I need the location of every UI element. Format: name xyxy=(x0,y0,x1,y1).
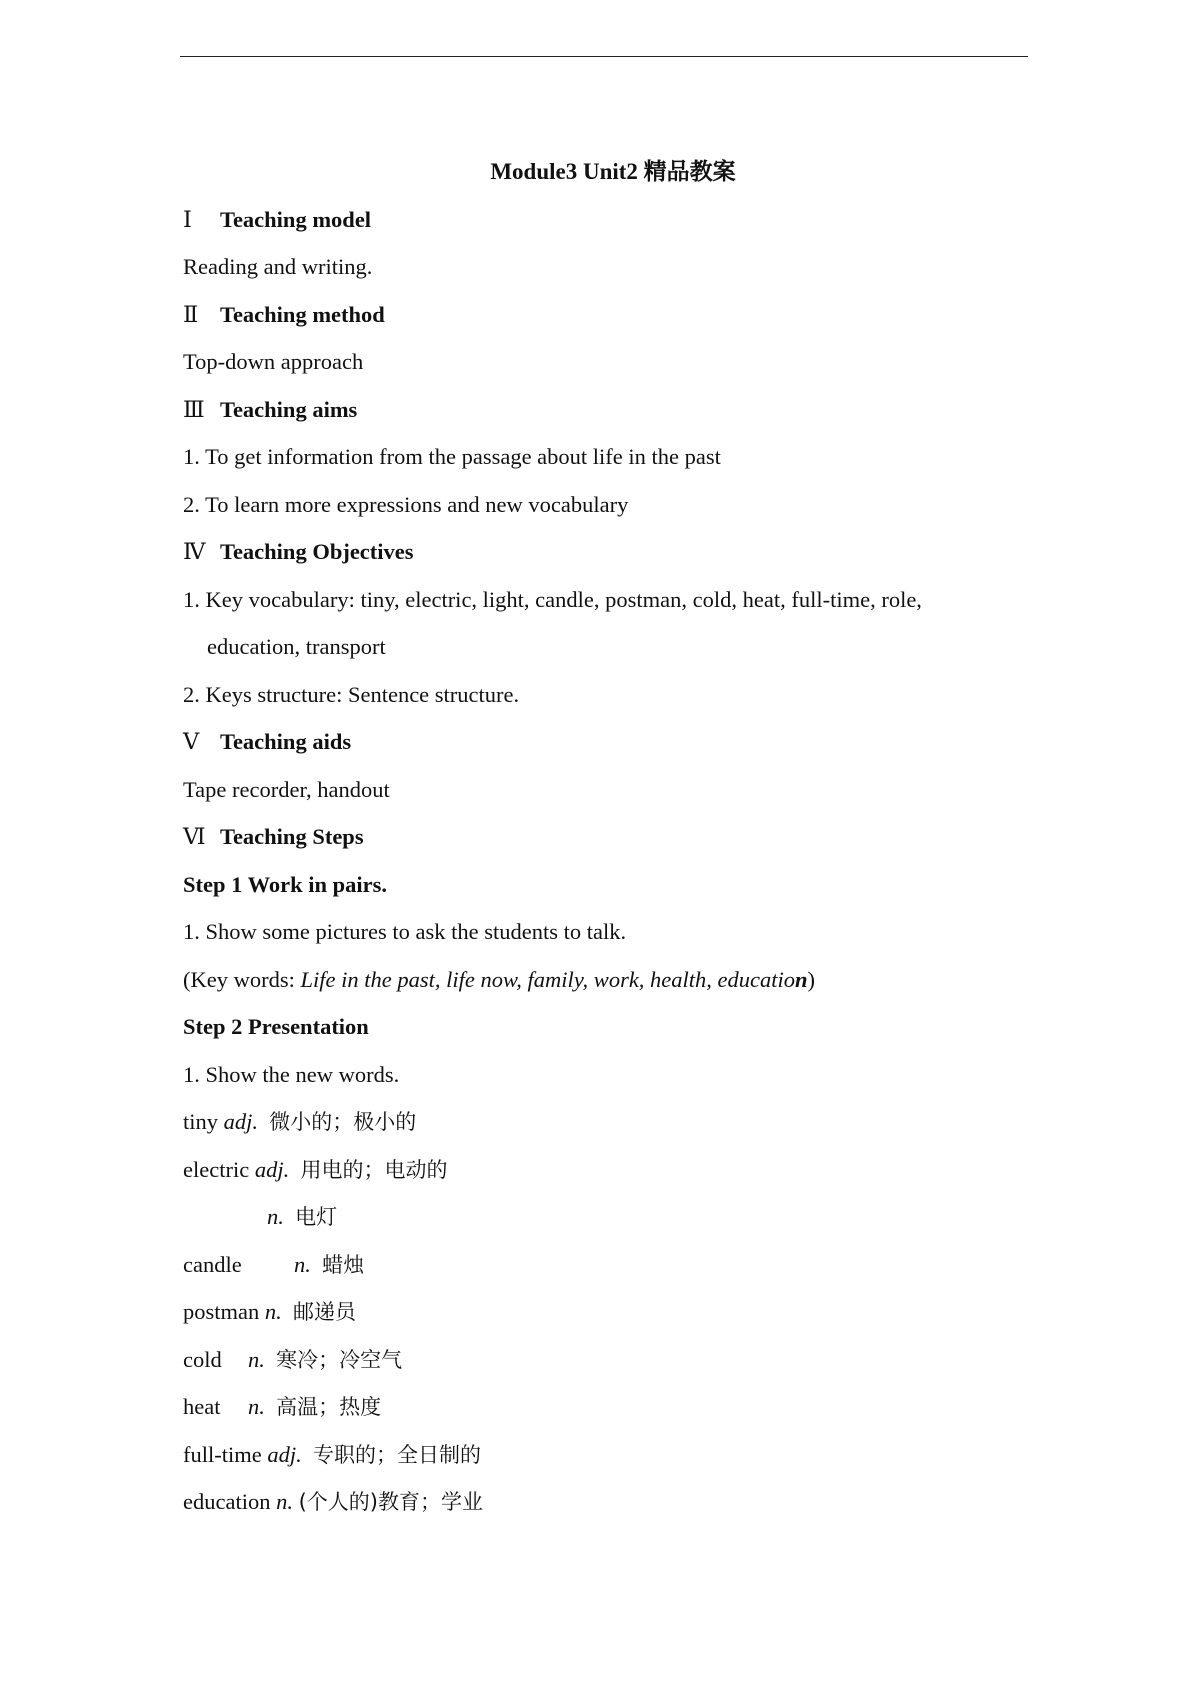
step-heading: Step 2 Presentation xyxy=(183,1014,369,1039)
vocab-meaning: 蜡烛 xyxy=(322,1252,365,1277)
vocab-entry xyxy=(183,1336,1003,1384)
vocab-meaning: 高温；热度 xyxy=(276,1395,382,1419)
section-body: 2. Keys structure: Sentence structure. xyxy=(183,681,520,707)
vocab-pos: n. xyxy=(264,1299,282,1324)
document-title: Module3 Unit2 精品教案 xyxy=(490,159,736,184)
section-heading xyxy=(183,718,1003,766)
section-heading-text: Teaching aims xyxy=(220,396,358,422)
section-numeral: Ⅲ xyxy=(183,396,205,422)
section-numeral: Ⅴ xyxy=(183,729,200,754)
vocab-meaning: (个人的)教育；学业 xyxy=(298,1490,483,1514)
section-heading xyxy=(183,386,1003,434)
vocab-meaning: 电灯 xyxy=(295,1205,338,1229)
vocab-entry xyxy=(183,1478,1003,1526)
keywords-list: Life in the past, life now, family, work, health, educatio xyxy=(300,966,796,992)
vocab-entry xyxy=(183,1241,1003,1289)
step-item: 1. Show some pictures to ask the students to talk. xyxy=(183,919,627,944)
vocab-word-cell xyxy=(183,1383,248,1431)
keywords-line xyxy=(183,956,1003,1004)
vocab-entry xyxy=(183,1431,1003,1479)
vocab-pos: n. xyxy=(248,1346,265,1372)
vocab-pos: n. xyxy=(294,1251,311,1277)
step-heading: Step 1 Work in pairs. xyxy=(183,871,388,897)
section-body: 2. To learn more expressions and new vocabulary xyxy=(183,491,629,517)
vocab-pos: adj. xyxy=(223,1109,259,1134)
section-heading-text: Teaching model xyxy=(220,206,372,232)
vocab-meaning: 用电的；电动的 xyxy=(300,1157,448,1182)
section-heading xyxy=(183,528,1003,576)
section-heading-text: Teaching Objectives xyxy=(220,539,414,564)
section-heading-text: Teaching method xyxy=(220,301,385,327)
vocab-word: education xyxy=(183,1489,271,1514)
keywords-suffix: ) xyxy=(807,966,816,992)
section-numeral: Ⅰ xyxy=(183,206,192,232)
vocab-word: tiny xyxy=(183,1109,219,1134)
keywords-prefix: (Key words: xyxy=(183,966,301,992)
vocab-meaning: 寒冷；冷空气 xyxy=(276,1347,403,1372)
vocab-entry xyxy=(183,1288,1003,1336)
vocab-word: candle xyxy=(183,1251,242,1277)
vocab-pos: adj. xyxy=(254,1156,290,1182)
section-body: Top-down approach xyxy=(183,349,364,374)
section-body-continuation: education, transport xyxy=(207,634,386,659)
section-numeral: Ⅵ xyxy=(183,824,206,849)
keywords-last-letter: n xyxy=(795,966,808,992)
vocab-word: postman xyxy=(183,1299,260,1324)
vocab-pos: adj. xyxy=(267,1441,302,1467)
section-body: Tape recorder, handout xyxy=(183,776,390,802)
section-numeral: Ⅱ xyxy=(183,301,199,327)
vocab-meaning: 邮递员 xyxy=(293,1300,356,1324)
vocab-word: cold xyxy=(183,1346,222,1372)
section-heading xyxy=(183,813,1003,861)
section-body: 1. To get information from the passage about life in the past xyxy=(183,444,721,469)
vocab-pos: n. xyxy=(276,1489,293,1514)
vocab-word-cell xyxy=(183,1241,294,1289)
step-item: 1. Show the new words. xyxy=(183,1061,400,1087)
header-rule xyxy=(180,56,1028,57)
vocab-entry xyxy=(183,1383,1003,1431)
section-numeral: Ⅳ xyxy=(183,539,206,564)
vocab-pos: n. xyxy=(267,1204,284,1229)
section-heading-text: Teaching Steps xyxy=(220,824,364,849)
vocab-entry xyxy=(183,1146,1003,1194)
section-heading-text: Teaching aids xyxy=(220,729,352,754)
vocab-entry xyxy=(183,1098,1003,1146)
vocab-word: electric xyxy=(183,1156,250,1182)
vocab-word: full-time xyxy=(183,1441,262,1467)
vocab-meaning: 专职的；全日制的 xyxy=(313,1442,481,1467)
section-heading xyxy=(183,196,1003,244)
vocab-meaning: 微小的；极小的 xyxy=(269,1110,417,1134)
document-body xyxy=(183,148,1003,1526)
section-body: Reading and writing. xyxy=(183,254,373,279)
vocab-word: heat xyxy=(183,1394,221,1419)
section-body: 1. Key vocabulary: tiny, electric, light, candle, postman, cold, heat, full-time, role, xyxy=(183,586,922,612)
vocab-pos: n. xyxy=(248,1394,265,1419)
section-heading xyxy=(183,291,1003,339)
vocab-word-cell xyxy=(183,1336,248,1384)
vocab-entry xyxy=(183,1193,1003,1241)
